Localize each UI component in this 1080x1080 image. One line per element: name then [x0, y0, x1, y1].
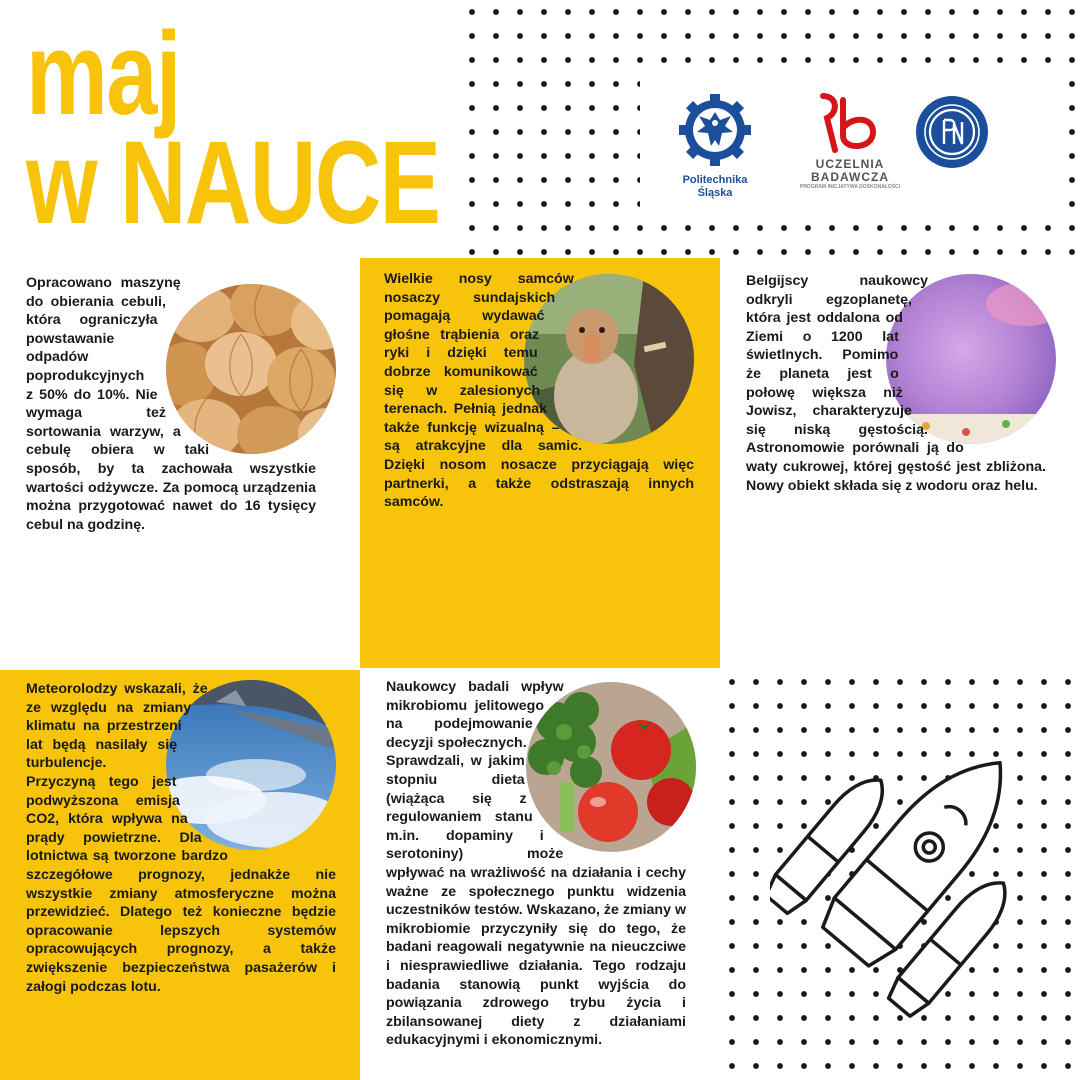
page-title — [26, 8, 440, 249]
spn-seal-icon — [914, 94, 990, 170]
title-line1: maj — [26, 8, 180, 140]
logo-polsl-line2: Śląska — [697, 187, 733, 199]
gear-eagle-icon — [677, 92, 753, 168]
weather-text — [26, 680, 336, 996]
partner-logos — [640, 70, 1060, 220]
article-monkey — [360, 258, 720, 668]
logo-uczelnia-line2: BADAWCZA — [811, 170, 889, 184]
monkey-text — [384, 270, 694, 512]
article-onion — [0, 258, 360, 668]
logo-uczelnia-line1: UCZELNIA — [815, 157, 885, 171]
planet-text — [746, 272, 1046, 495]
article-diet — [360, 670, 720, 1080]
monkey-text-body: Wielkie nosy samców nosaczy sundajskich pomagają wydawać głośne trąbienia oraz ryki i dzięki temu dobrze komunikować się w zalesionych terenach. Pełnią jednak także funkcję wizualną – są atrakcyjne dla samic. Dzięki nosom nosacze przyciągają więc partnerki, a także odstraszają innych samców. — [384, 271, 694, 511]
rocket-icon — [770, 720, 1050, 1020]
uczelnia-badawcza-logo — [790, 92, 910, 191]
spn-logo — [912, 94, 992, 170]
logo-polsl-line1: Politechnika — [682, 174, 748, 186]
weather-text-body: Meteorolodzy wskazali, że ze względu na zmiany klimatu na przestrzeni lat będą nasilały się turbulencje. Przyczyną tego jest podwyższona emisja CO2, która wpływa na prądy powietrzne. Dla lotnictwa są tworzone bardzo szczegółowe prognozy, jednakże nie wszystkie zmiany atmosferyczne można przewidzieć. Dlatego też konieczne będzie opracowanie lepszych systemów opracowujących prognozy, a także zwiększenie bezpieczeństwa pasażerów i załogi podczas lotu. — [26, 681, 336, 995]
diet-text — [386, 678, 686, 1050]
politechnika-slaska-logo — [660, 92, 770, 200]
diet-text-body: Naukowcy badali wpływ mikrobiomu jelitowego na podejmowanie decyzji społecznych. Sprawdzali, w jakim stopniu dieta (wiążąca się z regulowaniem stanu m.in. dopaminy i serotoniny) może wpływać na wrażliwość na działania i cechy ważne ze społecznego punktu widzenia uczestników testów. Wskazano, że zmiany w mikrobiomie przyczyniły się do tego, że badani reagowali negatywnie na nieuczciwe i niesprawiedliwe działania. Tego rodzaju badania stanowią punkt wyjścia do powiązania zdrowego trybu życia i zbilansowanej diety z działaniami edukacyjnymi i ekonomicznymi. — [386, 679, 686, 1049]
article-weather — [0, 670, 360, 1080]
onion-text — [26, 274, 316, 534]
ib-monogram-icon — [815, 92, 885, 154]
planet-text-body: Belgijscy naukowcy odkryli egzoplanetę, która jest oddalona od Ziemi o 1200 lat świetlnych. Pomimo że planeta jest o połowę większa niż Jowisz, charakteryzuje się niską gęstością. Astronomowie porównali ją do waty cukrowej, której gęstość jest zbliżona. Nowy obiekt składa się z wodoru oraz helu. — [746, 273, 1046, 494]
article-planet — [720, 258, 1080, 668]
title-line2: w NAUCE — [26, 116, 440, 249]
logo-uczelnia-line3: PROGRAM INICJATYWA DOSKONAŁOŚCI — [799, 184, 900, 190]
onion-text-body: Opracowano maszynę do obierania cebuli, która ograniczyła powstawanie odpadów poprodukcyjnych z 50% do 10%. Nie wymaga też sortowania warzyw, a cebulę obiera w taki sposób, by ta zachowała wszystkie wartości odżywcze. Za pomocą urządzenia można przygotować nawet do 16 tysięcy cebul na godzinę. — [26, 275, 316, 533]
